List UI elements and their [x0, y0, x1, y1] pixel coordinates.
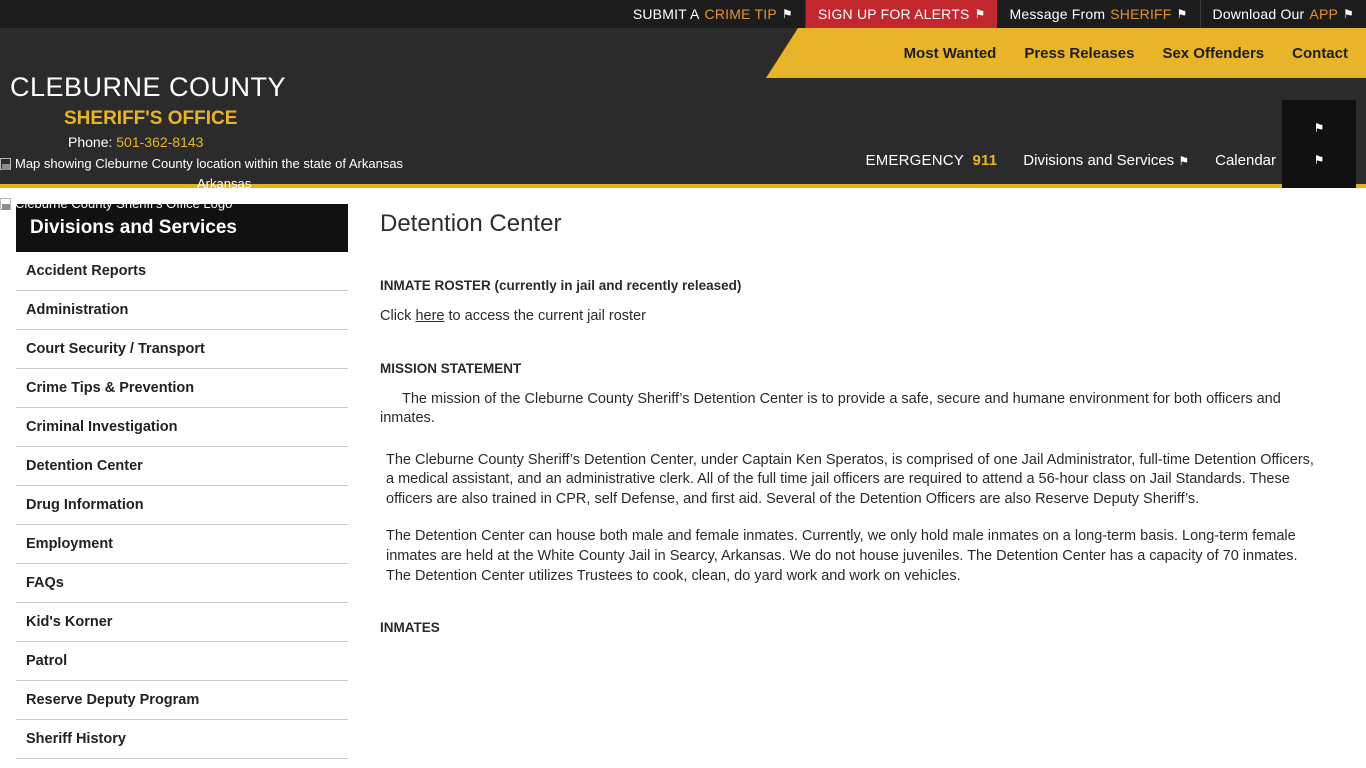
- flag-icon: ⚑: [781, 7, 793, 21]
- county-map-image-placeholder: [0, 156, 403, 171]
- phone-line: [68, 134, 203, 150]
- county-name: CLEBURNE COUNTY: [10, 72, 287, 102]
- sidebar-item-sheriff-history[interactable]: Sheriff History: [26, 731, 126, 747]
- sidebar: [0, 188, 364, 764]
- list-item[interactable]: [16, 330, 348, 369]
- jail-roster-link[interactable]: here: [415, 308, 445, 324]
- sidebar-item-administration[interactable]: Administration: [26, 302, 129, 318]
- submit-crime-tip-accent: CRIME TIP: [704, 6, 777, 22]
- mission-statement-heading: MISSION STATEMENT: [380, 360, 522, 376]
- list-item[interactable]: [16, 681, 348, 720]
- roster-line-post: to access the current jail roster: [444, 308, 646, 324]
- broken-image-icon: [0, 158, 11, 170]
- sidebar-item-patrol[interactable]: Patrol: [26, 653, 68, 669]
- list-item[interactable]: [16, 252, 348, 291]
- page-title: Detention Center: [380, 210, 562, 237]
- county-map-alt-text: Map showing Cleburne County location within the state of Arkansas: [15, 156, 404, 171]
- list-item[interactable]: [16, 486, 348, 525]
- detention-staffing-paragraph: The Cleburne County Sheriff’s Detention Center, under Captain Ken Speratos, is comprised of one Jail Administrator, full-time Detention Officers, a medical assistant, and an administrative clerk. All of the full time jail officers are required to attend a 56-hour class on Jail Standards. These officers are also trained in CPR, self Defense, and first aid. Several of the Detention Officers are also Reserve Deputy Sheriff’s.: [386, 451, 1314, 507]
- list-item[interactable]: [16, 642, 348, 681]
- list-item[interactable]: [16, 447, 348, 486]
- submit-crime-tip-link[interactable]: [621, 0, 806, 28]
- phone-number[interactable]: 501-362-8143: [116, 134, 204, 150]
- emergency-info: [866, 152, 998, 169]
- sign-up-for-alerts-link[interactable]: [806, 0, 998, 28]
- nav-calendar[interactable]: Calendar: [1215, 152, 1276, 169]
- sidebar-item-accident-reports[interactable]: Accident Reports: [26, 263, 147, 279]
- download-app-accent: APP: [1309, 6, 1339, 22]
- chevron-down-icon: ⚑: [1178, 154, 1190, 168]
- list-item[interactable]: [16, 408, 348, 447]
- twitter-icon[interactable]: ⚑: [1313, 153, 1325, 167]
- message-from-sheriff-link[interactable]: [997, 0, 1200, 28]
- envelope-icon: ⚑: [1176, 7, 1188, 21]
- nav-press-releases[interactable]: Press Releases: [1024, 44, 1135, 62]
- office-name: SHERIFF'S OFFICE: [64, 108, 238, 129]
- phone-label: Phone:: [68, 134, 113, 150]
- inmate-roster-line: [380, 307, 1324, 327]
- primary-nav: [766, 28, 1366, 78]
- sidebar-item-court-security-transport[interactable]: Court Security / Transport: [26, 341, 205, 357]
- mission-statement-text: The mission of the Cleburne County Sheriff’s Detention Center is to provide a safe, secure and humane environment for both officers and inmates.: [380, 390, 1281, 427]
- nav-divisions-and-services[interactable]: [1023, 152, 1189, 169]
- sidebar-item-detention-center[interactable]: Detention Center: [26, 458, 143, 474]
- secondary-nav: [866, 152, 1277, 169]
- list-item[interactable]: [16, 369, 348, 408]
- site-header: [0, 28, 1366, 211]
- emergency-number: 911: [972, 152, 998, 169]
- sidebar-item-faqs[interactable]: FAQs: [26, 575, 64, 591]
- sidebar-item-drug-information[interactable]: Drug Information: [26, 497, 144, 513]
- message-from-sheriff-lead: Message From: [1009, 6, 1106, 22]
- bell-icon: ⚑: [974, 7, 986, 21]
- emergency-label: EMERGENCY: [865, 152, 964, 169]
- sidebar-item-crime-tips-prevention[interactable]: Crime Tips & Prevention: [26, 380, 195, 396]
- social-links: [1282, 100, 1356, 188]
- list-item[interactable]: [16, 720, 348, 759]
- top-utility-bar: [0, 0, 1366, 28]
- sidebar-item-employment[interactable]: Employment: [26, 536, 114, 552]
- facebook-icon[interactable]: ⚑: [1313, 121, 1325, 135]
- list-item[interactable]: [16, 525, 348, 564]
- inmates-heading: INMATES: [380, 620, 440, 636]
- list-item[interactable]: [16, 564, 348, 603]
- sidebar-menu: [16, 252, 348, 759]
- sidebar-item-kids-korner[interactable]: Kid's Korner: [26, 614, 113, 630]
- main-content: [364, 188, 1366, 764]
- roster-line-pre: Click: [380, 308, 416, 324]
- nav-most-wanted[interactable]: Most Wanted: [903, 44, 997, 62]
- sidebar-title: Divisions and Services: [16, 204, 348, 252]
- nav-divisions-and-services-label: Divisions and Services: [1023, 152, 1175, 169]
- message-from-sheriff-accent: SHERIFF: [1110, 6, 1172, 22]
- sidebar-item-criminal-investigation[interactable]: Criminal Investigation: [26, 419, 178, 435]
- sign-up-for-alerts-label: SIGN UP FOR ALERTS: [817, 6, 970, 22]
- download-app-lead: Download Our: [1212, 6, 1305, 22]
- detention-capacity-paragraph: The Detention Center can house both male and female inmates. Currently, we only hold male inmates on a long-term basis. Long-term female inmates are held at the White County Jail in Searcy, Arkansas. We do not house juveniles. The Detention Center has a capacity of 70 inmates. The Detention Center utilizes Trustees to cook, clean, do yard work and work on vehicles.: [386, 528, 1298, 584]
- list-item[interactable]: [16, 603, 348, 642]
- site-logo-image-placeholder: [0, 196, 232, 211]
- list-item[interactable]: [16, 291, 348, 330]
- mobile-icon: ⚑: [1343, 7, 1354, 21]
- broken-image-icon: [0, 198, 11, 210]
- sidebar-item-reserve-deputy-program[interactable]: Reserve Deputy Program: [26, 692, 200, 708]
- submit-crime-tip-lead: SUBMIT A: [632, 6, 700, 22]
- state-alt-text: Arkansas: [197, 176, 252, 191]
- nav-contact[interactable]: Contact: [1292, 44, 1348, 62]
- inmate-roster-heading: INMATE ROSTER (currently in jail and recently released): [380, 278, 742, 293]
- page-body: [0, 188, 1366, 764]
- download-app-link[interactable]: [1201, 0, 1366, 28]
- nav-sex-offenders[interactable]: Sex Offenders: [1162, 44, 1265, 62]
- site-logo-alt-text: Cleburne County Sheriff's Office Logo: [15, 196, 233, 211]
